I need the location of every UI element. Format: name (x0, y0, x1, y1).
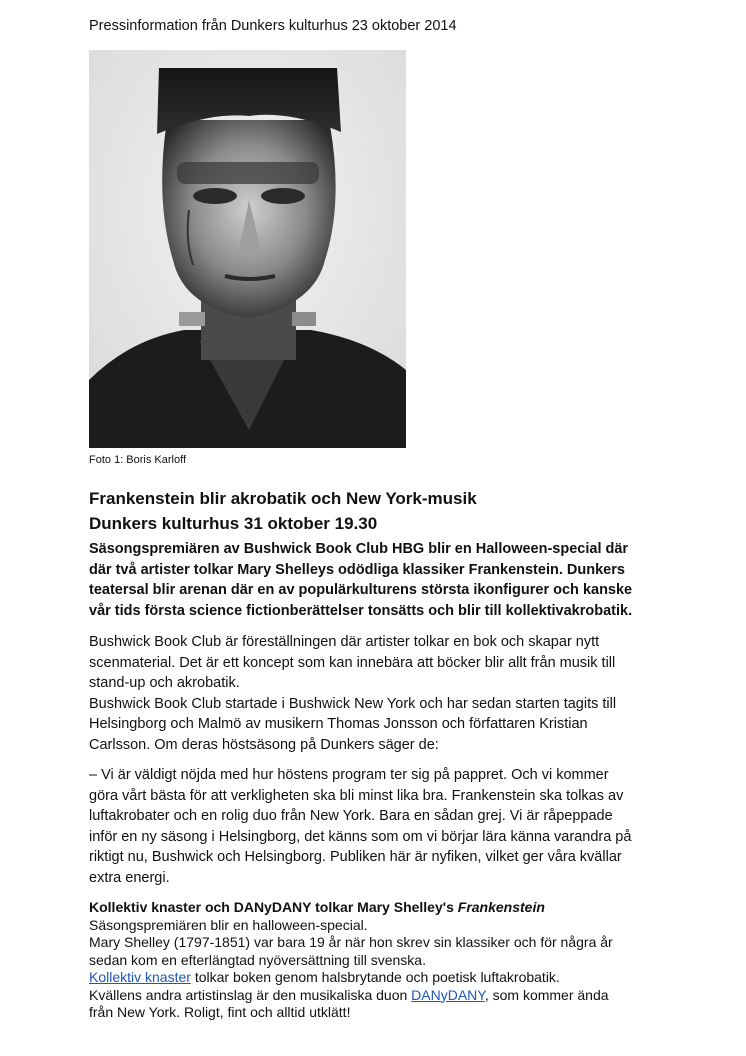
section-subhead (89, 899, 669, 917)
section-line (89, 969, 669, 987)
subhead-prefix: Kollektiv knaster och DANyDANY tolkar Mary Shelley's (89, 899, 458, 915)
body-line: Helsingborg och Malmö av musikern Thomas Jonsson och författaren Kristian (89, 716, 588, 732)
quote-line: – Vi är väldigt nöjda med hur höstens program ter sig på pappret. Och vi kommer (89, 767, 609, 783)
section-line: sedan kom en efterlängtad nyöversättning till svenska. (89, 951, 426, 968)
section-line (89, 987, 669, 1005)
body-paragraph-quote (89, 765, 669, 888)
quote-line: luftakrobater och en rolig duo från New York. Bara en sådan grej. Vi är råpeppade (89, 808, 613, 824)
line5-post: , som kommer ända (484, 986, 609, 1003)
body-paragraph-intro (89, 632, 669, 755)
body-line: stand-up och akrobatik. (89, 675, 240, 691)
body-line: Bushwick Book Club startade i Bushwick New York och har sedan starten tagits till (89, 695, 617, 712)
line4-rest: tolkar boken genom halsbrytande och poetisk luftakrobatik. (190, 969, 560, 985)
headline-venue-date: Dunkers kulturhus 31 oktober 19.30 (89, 514, 378, 533)
section-line: Mary Shelley (1797-1851) var bara 19 år när hon skrev sin klassiker och för några år (89, 934, 613, 950)
press-header: Pressinformation från Dunkers kulturhus 23 oktober 2014 (89, 18, 457, 34)
frankenstein-portrait-image (89, 50, 406, 448)
body-line: scenmaterial. Det är ett koncept som kan innebära att böcker blir allt från musik till (89, 654, 616, 671)
quote-line: riktigt nu, Bushwick och Helsingborg. Publiken här är nyfiken, vilket ger våra kvällar (89, 849, 622, 865)
body-line: Carlsson. Om deras höstsäsong på Dunkers säger de: (89, 736, 439, 753)
danydany-link[interactable]: DANyDANY (411, 986, 485, 1003)
lead-line: teatersal blir arenan där en av populärkulturens största ikonfigurer och kanske (89, 582, 633, 598)
section-frankenstein (89, 899, 669, 1022)
body-line: Bushwick Book Club är föreställningen där artister tolkar en bok och skapar nytt (89, 634, 600, 650)
lead-line: Säsongspremiären av Bushwick Book Club HBG blir en Halloween-special där (89, 541, 629, 557)
lead-line: där två artister tolkar Mary Shelleys odödliga klassiker Frankenstein. Dunkers (89, 561, 625, 578)
photo-caption: Foto 1: Boris Karloff (89, 454, 187, 466)
headline-title: Frankenstein blir akrobatik och New York-musik (89, 489, 477, 508)
subhead-title: Frankenstein (457, 899, 545, 915)
lead-line: vår tids första science fictionberättelser tonsätts och blir till kollektivakrobatik. (89, 602, 633, 619)
boris-karloff-photo (89, 50, 406, 448)
kollektiv-knaster-link[interactable]: Kollektiv knaster (89, 969, 191, 985)
quote-line: göra vårt bästa för att verkligheten ska bli minst lika bra. Frankenstein ska tolkas av (89, 787, 624, 804)
quote-line: extra energi. (89, 869, 170, 886)
lead-paragraph (89, 539, 669, 621)
quote-line: inför en ny säsong i Helsingborg, det känns som om vi börjar lära känna varandra på (89, 828, 632, 845)
section-line: Säsongspremiären blir en halloween-special. (89, 916, 368, 933)
line5-pre: Kvällens andra artistinslag är den musikaliska duon (89, 986, 412, 1003)
section-line: från New York. Roligt, fint och alltid utklätt! (89, 1004, 351, 1020)
